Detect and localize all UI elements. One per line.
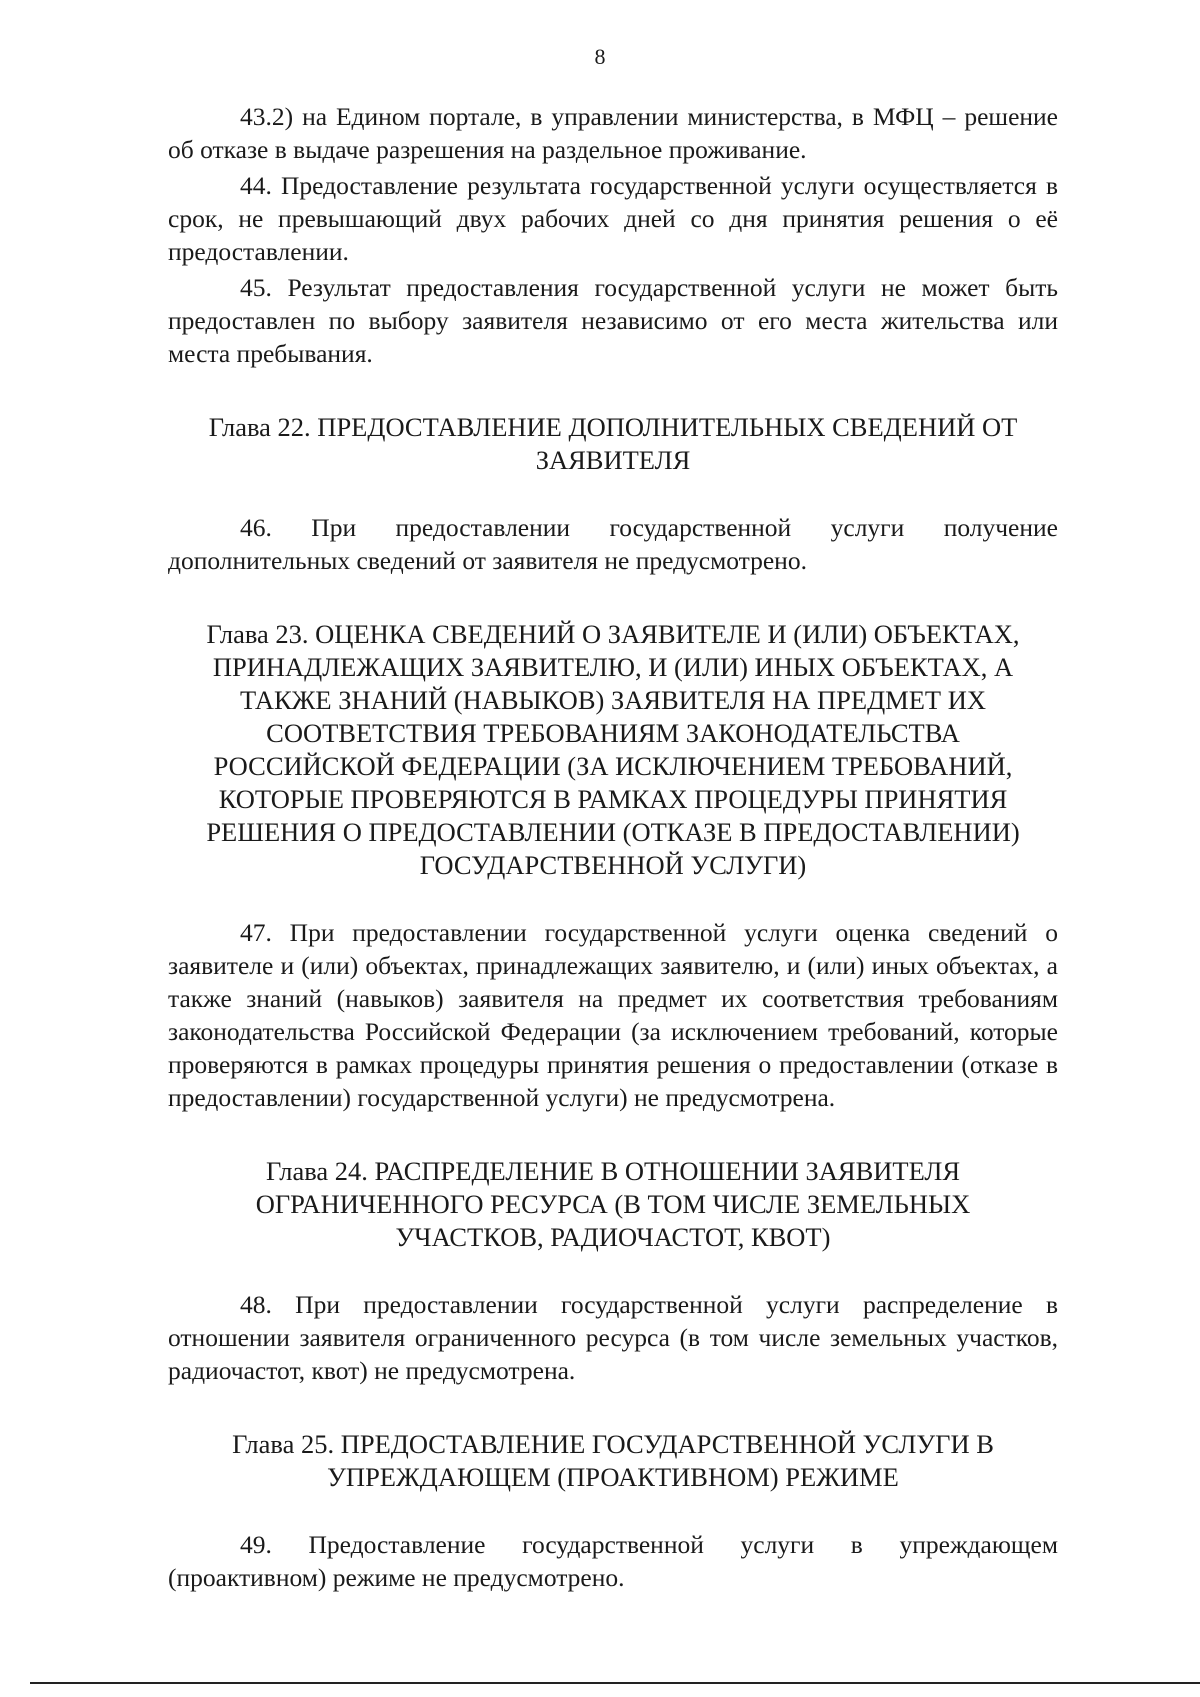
paragraph-46: 46. При предоставлении государственной услуги получение дополнительных сведений от заявителя не предусмотрено.: [168, 513, 1058, 575]
chapter-24-heading: Глава 24. РАСПРЕДЕЛЕНИЕ В ОТНОШЕНИИ ЗАЯВИТЕЛЯ ОГРАНИЧЕННОГО РЕСУРСА (В ТОМ ЧИСЛЕ ЗЕМЕЛЬНЫХ УЧАСТКОВ, РАДИОЧАСТОТ, КВОТ): [255, 1156, 971, 1252]
page-number: 8: [594, 44, 606, 69]
chapter-23-heading: Глава 23. ОЦЕНКА СВЕДЕНИЙ О ЗАЯВИТЕЛЕ И (ИЛИ) ОБЪЕКТАХ, ПРИНАДЛЕЖАЩИХ ЗАЯВИТЕЛЮ, И (ИЛИ) ИНЫХ ОБЪЕКТАХ, А ТАКЖЕ ЗНАНИЙ (НАВЫКОВ) ЗАЯВИТЕЛЯ НА ПРЕДМЕТ ИХ СООТВЕТСТВИЯ ТРЕБОВАНИЯМ ЗАКОНОДАТЕЛЬСТВА РОССИЙСКОЙ ФЕДЕРАЦИИ (ЗА ИСКЛЮЧЕНИЕМ ТРЕБОВАНИЙ, КОТОРЫЕ ПРОВЕРЯЮТСЯ В РАМКАХ ПРОЦЕДУРЫ ПРИНЯТИЯ РЕШЕНИЯ О ПРЕДОСТАВЛЕНИИ (ОТКАЗЕ В ПРЕДОСТАВЛЕНИИ) ГОСУДАРСТВЕННОЙ УСЛУГИ): [206, 619, 1020, 880]
paragraph-47: 47. При предоставлении государственной услуги оценка сведений о заявителе и (или) объектах, принадлежащих заявителю, и (или) иных объектах, а также знаний (навыков) заявителя на предмет их соответствия требованиям законодательства Российской Федерации (за исключением требований, которые проверяются в рамках процедуры принятия решения о предоставлении (отказе в предоставлении) государственной услуги) не предусмотрена.: [168, 918, 1058, 1112]
paragraph-48: 48. При предоставлении государственной услуги распределение в отношении заявителя ограниченного ресурса (в том числе земельных участков, радиочастот, квот) не предусмотрена.: [168, 1290, 1058, 1385]
chapter-22-heading: Глава 22. ПРЕДОСТАВЛЕНИЕ ДОПОЛНИТЕЛЬНЫХ СВЕДЕНИЙ ОТ ЗАЯВИТЕЛЯ: [208, 412, 1018, 475]
scan-bottom-edge: [30, 1682, 1200, 1684]
paragraph-44: 44. Предоставление результата государственной услуги осуществляется в срок, не превышающий двух рабочих дней со дня принятия решения о её предоставлении.: [168, 171, 1058, 266]
paragraph-43-2: 43.2) на Едином портале, в управлении министерства, в МФЦ – решение об отказе в выдаче разрешения на раздельное проживание.: [168, 102, 1058, 164]
document-body: [168, 100, 1058, 1597]
chapter-25-heading: Глава 25. ПРЕДОСТАВЛЕНИЕ ГОСУДАРСТВЕННОЙ УСЛУГИ В УПРЕЖДАЮЩЕМ (ПРОАКТИВНОМ) РЕЖИМЕ: [232, 1429, 994, 1492]
paragraph-49: 49. Предоставление государственной услуги в упреждающем (проактивном) режиме не предусмотрено.: [168, 1530, 1058, 1592]
paragraph-45: 45. Результат предоставления государственной услуги не может быть предоставлен по выбору заявителя независимо от его места жительства или места пребывания.: [168, 273, 1058, 368]
